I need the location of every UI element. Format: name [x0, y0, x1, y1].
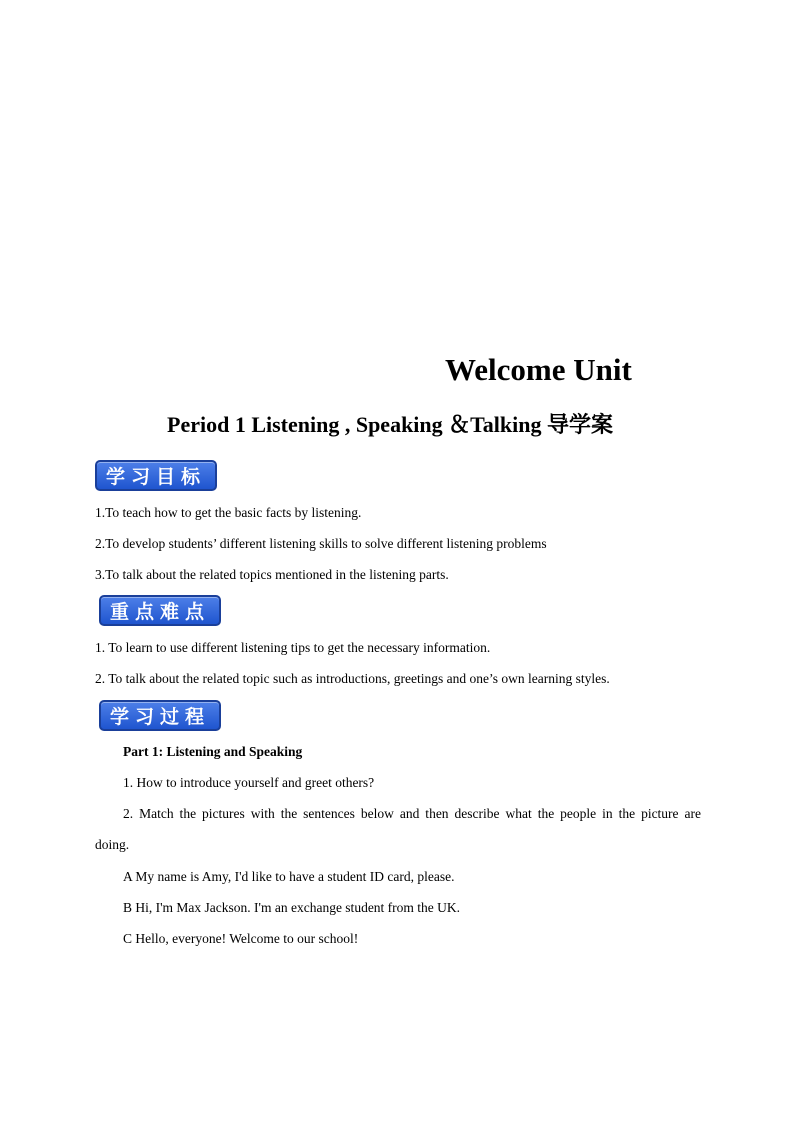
- objective-item-2: 2.To develop students’ different listening skills to solve different listening problems: [95, 536, 547, 551]
- question-2-line-1: 2. Match the pictures with the sentences below and then describe what the people in the picture are: [123, 806, 701, 821]
- page-subtitle: Period 1 Listening , Speaking ＆Talking 导学案: [167, 412, 614, 437]
- question-2-line-2: doing.: [95, 837, 130, 852]
- key-point-item-2: 2. To talk about the related topic such as introductions, greetings and one’s own learning styles.: [95, 671, 610, 686]
- question-1: 1. How to introduce yourself and greet others?: [123, 775, 375, 790]
- page-title: Welcome Unit: [445, 352, 632, 387]
- process-badge: 学习过程: [99, 700, 221, 731]
- objectives-badge: 学习目标: [95, 460, 217, 491]
- part-1-title: Part 1: Listening and Speaking: [123, 744, 303, 759]
- key-points-badge: 重点难点: [99, 595, 221, 626]
- option-b: B Hi, I'm Max Jackson. I'm an exchange student from the UK.: [123, 900, 461, 915]
- option-c: C Hello, everyone! Welcome to our school!: [123, 931, 359, 946]
- key-point-item-1: 1. To learn to use different listening tips to get the necessary information.: [95, 640, 491, 655]
- objective-item-1: 1.To teach how to get the basic facts by listening.: [95, 505, 362, 520]
- option-a: A My name is Amy, I'd like to have a student ID card, please.: [123, 869, 455, 884]
- objective-item-3: 3.To talk about the related topics mentioned in the listening parts.: [95, 567, 449, 582]
